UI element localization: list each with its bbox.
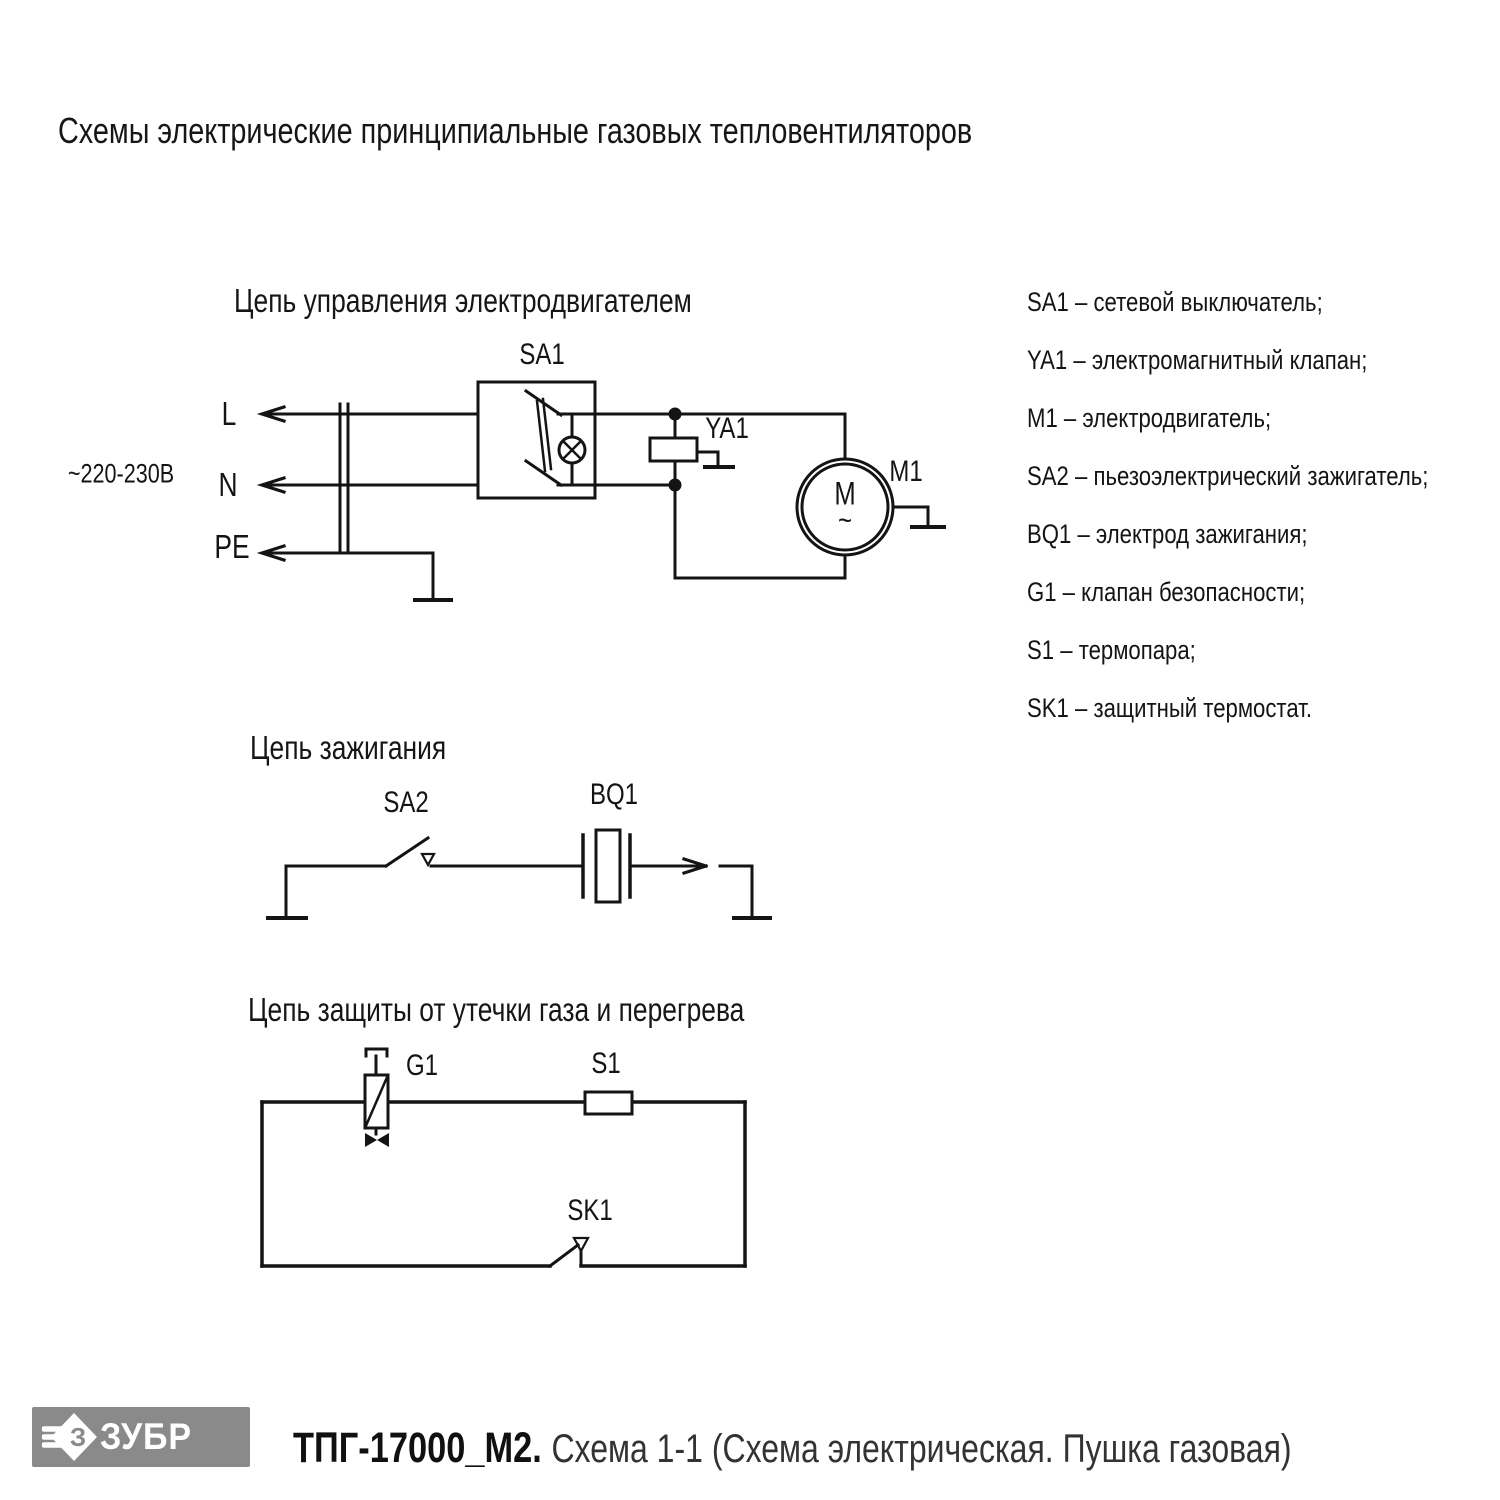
label-ya1: YA1: [705, 412, 749, 445]
label-sa2: SA2: [383, 786, 429, 819]
footer-model: ТПГ-17000_М2.: [293, 1424, 542, 1472]
ya1-valve-symbol: [650, 408, 697, 492]
legend-item: SA1 – сетевой выключатель;: [1027, 287, 1323, 317]
label-sa1: SA1: [519, 338, 565, 371]
footer-caption: Схема 1-1 (Схема электрическая. Пушка газовая): [551, 1427, 1292, 1471]
page-title: Схемы электрические принципиальные газовых тепловентиляторов: [58, 110, 973, 151]
legend-item: SK1 – защитный термостат.: [1027, 693, 1312, 723]
label-motor-m: M: [834, 475, 856, 512]
ignition-left-ground: [268, 866, 306, 918]
svg-text:З: З: [69, 1422, 87, 1452]
pe-ground: [415, 553, 451, 600]
label-neutral-n: N: [218, 466, 238, 503]
legend: [1027, 289, 1428, 753]
label-sk1: SK1: [567, 1194, 613, 1227]
sa2-switch-symbol: [386, 838, 434, 866]
section-title-protection: Цепь защиты от утечки газа и перегрева: [248, 991, 745, 1028]
s1-thermocouple-symbol: [585, 1092, 632, 1114]
footer-caption-row: [293, 1424, 1292, 1473]
ya1-ground: [697, 452, 733, 467]
label-motor-ac: ~: [837, 504, 853, 537]
label-voltage: ~220-230В: [67, 458, 175, 489]
bq1-electrode-symbol: [583, 830, 630, 902]
section-title-motor-control: Цепь управления электродвигателем: [234, 282, 692, 319]
legend-item: YA1 – электромагнитный клапан;: [1027, 345, 1368, 375]
legend-item: SA2 – пьезоэлектрический зажигатель;: [1027, 461, 1429, 491]
legend-item: G1 – клапан безопасности;: [1027, 577, 1306, 607]
g1-valve-symbol: [365, 1049, 389, 1147]
label-g1: G1: [405, 1049, 439, 1082]
zubr-logo-text: ЗУБР: [100, 1416, 193, 1457]
protection-loop: [262, 1102, 745, 1266]
label-s1: S1: [591, 1047, 621, 1080]
zubr-logo: [32, 1407, 250, 1467]
ignition-circuit: [268, 830, 770, 918]
label-bq1: BQ1: [589, 778, 639, 811]
zubr-logo-icon: [42, 1412, 98, 1462]
legend-item: M1 – электродвигатель;: [1027, 403, 1272, 433]
label-line-l: L: [221, 395, 237, 432]
plug-connector: [340, 404, 348, 553]
sk1-thermostat-symbol: [550, 1238, 588, 1266]
legend-item: BQ1 – электрод зажигания;: [1027, 519, 1308, 549]
ignition-right-ground: [720, 866, 770, 918]
legend-item: S1 – термопара;: [1027, 635, 1196, 665]
m1-ground: [893, 507, 944, 527]
section-title-ignition: Цепь зажигания: [250, 729, 447, 766]
label-pe: PE: [214, 528, 250, 565]
label-m1: M1: [889, 455, 923, 488]
